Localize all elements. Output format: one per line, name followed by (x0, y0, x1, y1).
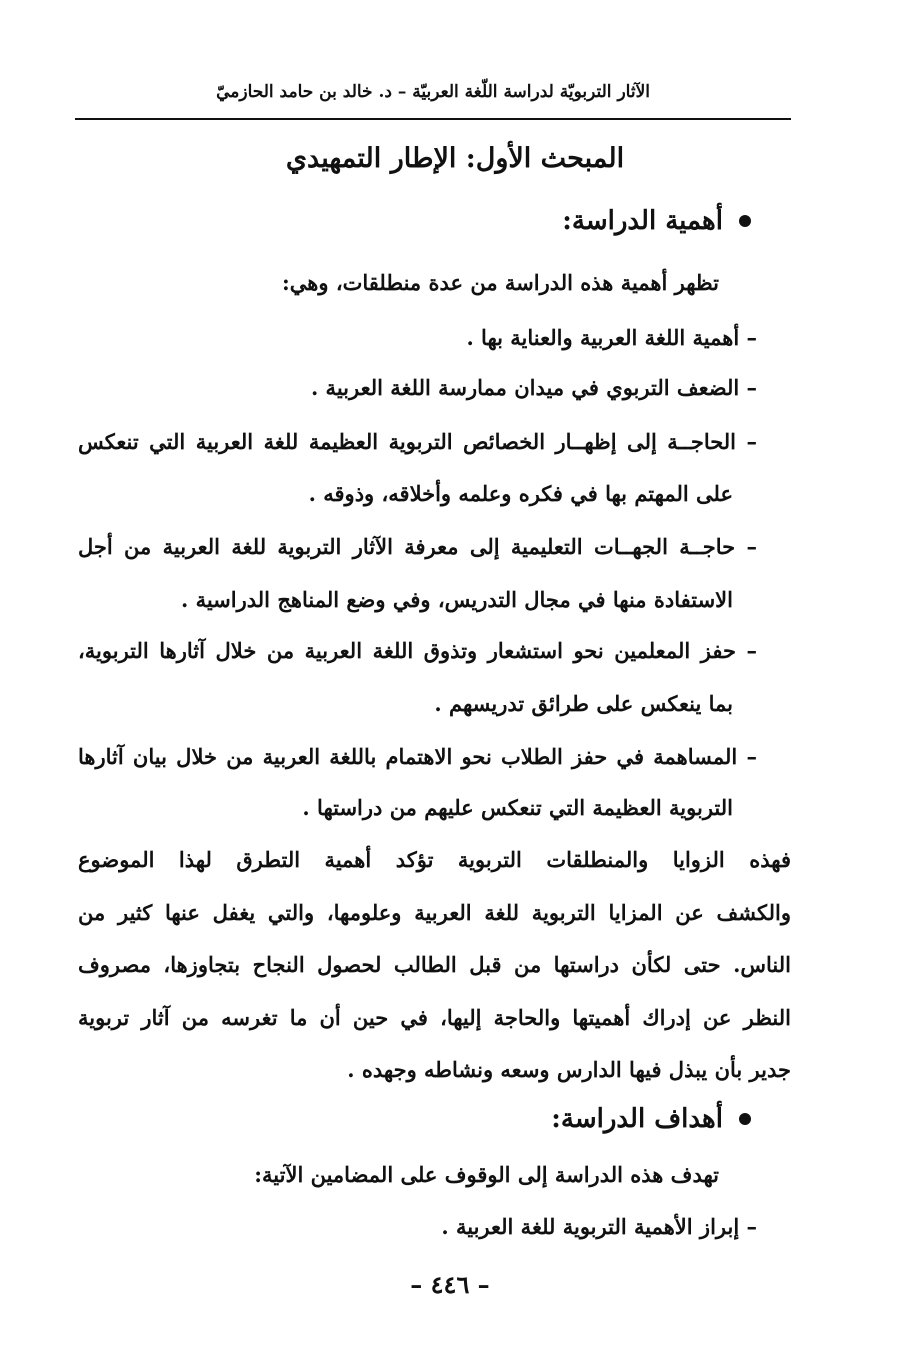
importance-paragraph-line-4: النظر عن إدراك أهميتها والحاجة إليها، في حين أن ما تغرسه من آثار تربوية (78, 1005, 791, 1030)
bullet-icon (739, 1113, 751, 1125)
importance-heading-text: أهمية الدراسة: (562, 206, 723, 236)
importance-item-5-line-2: بما ينعكس على طرائق تدريسهم . (434, 691, 733, 716)
importance-item-5-line-1: – حفز المعلمين نحو استشعار وتذوق اللغة العربية من خلال آثارها التربوية، (78, 638, 757, 663)
importance-item-2: – الضعف التربوي في ميدان ممارسة اللغة العربية . (310, 375, 757, 400)
importance-paragraph-line-1: فهذه الزوايا والمنطلقات التربوية تؤكد أهمية التطرق لهذا الموضوع (78, 847, 791, 872)
importance-item-3-line-1: – الحاجــة إلى إظهــار الخصائص التربوية العظيمة للغة العربية التي تنعكس (78, 429, 757, 454)
running-header: الآثار التربويّة لدراسة اللّغة العربيّة – د. خالد بن حامد الحازميّ (216, 82, 650, 102)
importance-item-4-line-2: الاستفادة منها في مجال التدريس، وفي وضع المناهج الدراسية . (180, 587, 733, 612)
importance-paragraph-line-5: جدير بأن يبذل فيها الدارس وسعه ونشاطه وجهده . (347, 1057, 791, 1082)
importance-paragraph-line-3: الناس. حتى لكأن دراستها من قبل الطالب لحصول النجاح بتجاوزها، مصروف (78, 952, 791, 977)
objectives-item-1: – إبراز الأهمية التربوية للغة العربية . (441, 1214, 757, 1239)
importance-item-3-line-2: على المهتم بها في فكره وعلمه وأخلاقه، وذوقه . (308, 481, 733, 506)
importance-intro: تظهر أهمية هذه الدراسة من عدة منطلقات، وهي: (282, 270, 719, 295)
objectives-heading (551, 1104, 751, 1134)
importance-item-6-line-1: – المساهمة في حفز الطلاب نحو الاهتمام باللغة العربية من خلال بيان آثارها (78, 744, 757, 769)
importance-paragraph-line-2: والكشف عن المزايا التربوية للغة العربية وعلومها، والتي يغفل عنها كثير من (78, 900, 791, 925)
objectives-intro: تهدف هذه الدراسة إلى الوقوف على المضامين الآتية: (254, 1162, 719, 1187)
importance-heading (562, 206, 751, 236)
importance-item-1: – أهمية اللغة العربية والعناية بها . (466, 325, 757, 350)
importance-item-6-line-2: التربوية العظيمة التي تنعكس عليهم من دراستها . (302, 795, 733, 820)
objectives-heading-text: أهداف الدراسة: (551, 1104, 723, 1134)
page-number: – ٤٤٦ – (410, 1270, 490, 1299)
importance-item-4-line-1: – حاجــة الجهــات التعليمية إلى معرفة الآثار التربوية للغة العربية من أجل (78, 534, 757, 559)
bullet-icon (739, 215, 751, 227)
section-title: المبحث الأول: الإطار التمهيدي (285, 143, 625, 174)
header-rule (75, 118, 791, 120)
